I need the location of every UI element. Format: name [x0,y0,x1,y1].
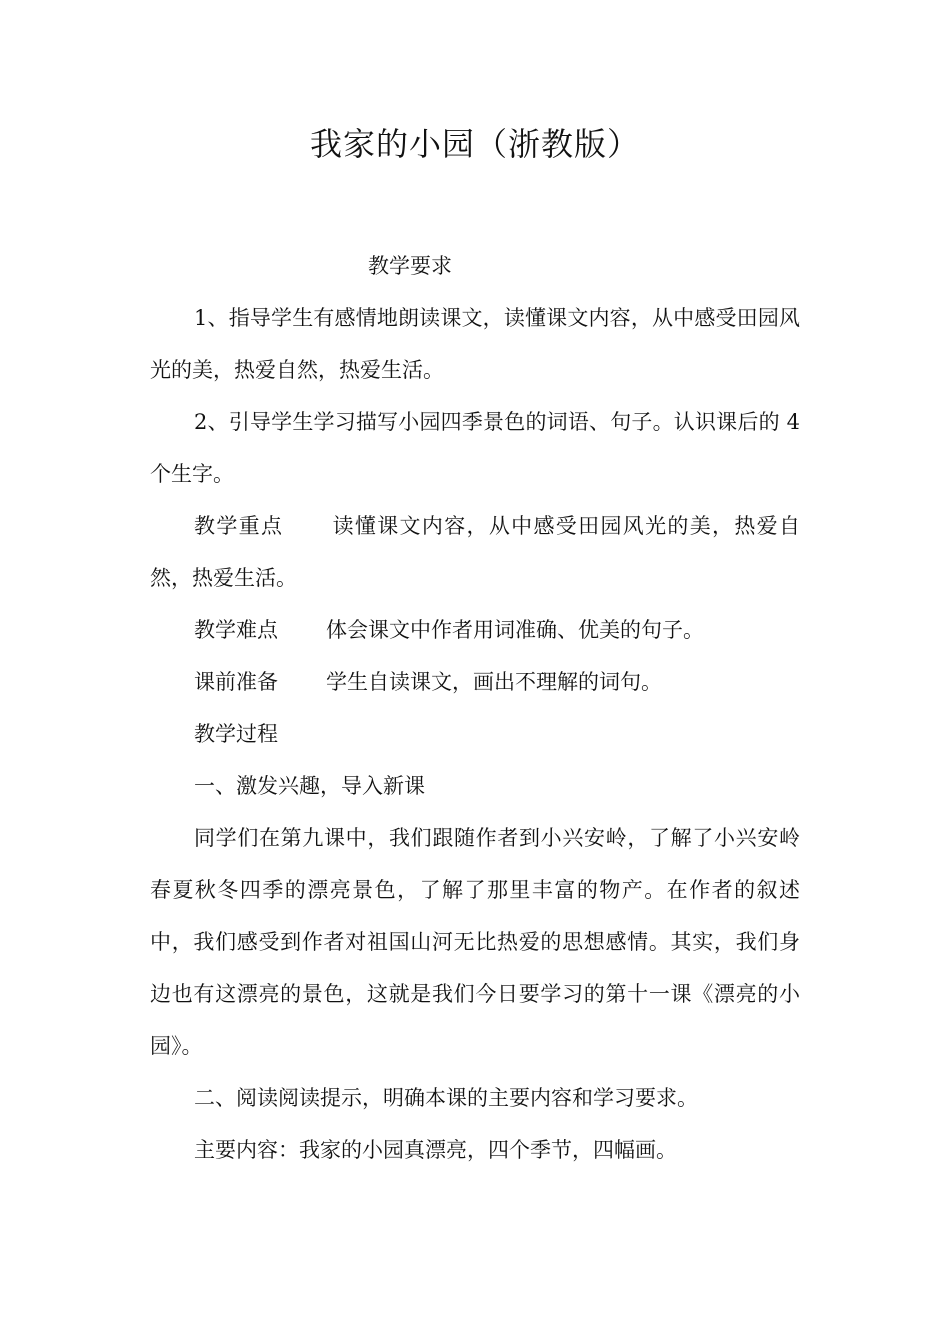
step1-heading: 一、激发兴趣，导入新课 [194,774,425,798]
document-title: 我家的小园（浙教版） [309,125,640,163]
step1-body: 同学们在第九课中，我们跟随作者到小兴安岭，了解了小兴安岭春夏秋冬四季的漂亮景色，了解了那里丰富的物产。在作者的叙述中，我们感受到作者对祖国山河无比热爱的思想感情。其实，我们身边也有这漂亮的景色，这就是我们今日要学习的第十一课《漂亮的小园》。 [150,826,800,1058]
difficulty-paragraph [150,604,800,656]
preparation-paragraph [150,656,800,708]
requirement-item-1: 1、指导学生有感情地朗读课文，读懂课文内容，从中感受田园风光的美，热爱自然，热爱生活。 [150,306,800,382]
document-body [150,240,800,1176]
requirement-item-2: 2、引导学生学习描写小园四季景色的词语、句子。认识课后的 4 个生字。 [150,410,800,486]
difficulty-text: 体会课文中作者用词准确、优美的句子。 [326,618,704,642]
preparation-text: 学生自读课文，画出不理解的词句。 [326,670,662,694]
step2-heading: 二、阅读阅读提示，明确本课的主要内容和学习要求。 [194,1086,698,1110]
key-point-label: 教学重点 [194,514,284,538]
process-heading: 教学过程 [194,722,278,746]
section-heading-requirements: 教学要求 [368,254,452,278]
main-content-paragraph: 主要内容：我家的小园真漂亮，四个季节，四幅画。 [194,1138,677,1162]
key-point-text: 读懂课文内容，从中感受田园风光的美，热爱自然，热爱生活。 [150,514,800,590]
difficulty-label: 教学难点 [194,618,278,642]
key-point-paragraph [150,500,800,604]
preparation-label: 课前准备 [194,670,278,694]
